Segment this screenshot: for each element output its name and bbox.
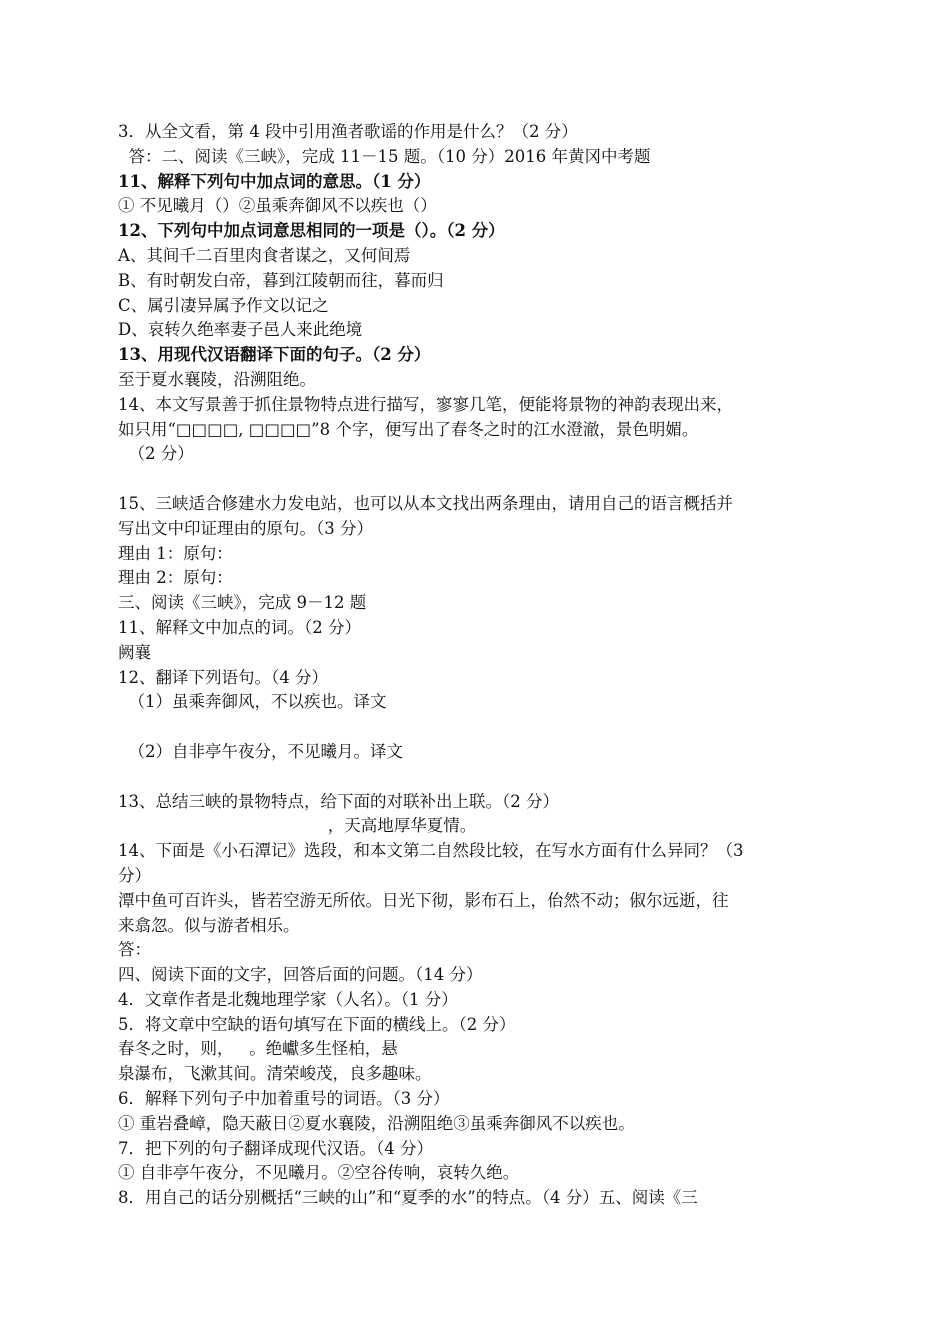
- couplet-line: ，天高地厚华夏情。: [118, 816, 477, 836]
- answer-line: 答：: [118, 940, 151, 960]
- text-line: 至于夏水襄陵，沿溯阻绝。: [118, 369, 316, 389]
- passage-line: 来翕忽。似与游者相乐。: [118, 915, 300, 935]
- question-line: 14、下面是《小石潭记》选段，和本文第二自然段比较，在写水方面有什么异同？（3: [118, 841, 744, 861]
- answer-line: 理由 2：原句：: [118, 568, 233, 588]
- question-line: 如只用“□□□□, □□□□”8 个字，便写出了春冬之时的江水澄澈，景色明媚。: [118, 419, 699, 439]
- blank-space: [118, 467, 833, 492]
- section-heading: 答：二、阅读《三峡》，完成 11－15 题。（10 分）2016 年黄冈中考题: [118, 146, 651, 166]
- question-line: 15、三峡适合修建水力发电站，也可以从本文找出两条理由，请用自己的语言概括并: [118, 493, 733, 513]
- document-page: [118, 120, 833, 1211]
- blank-space: [118, 765, 833, 790]
- question-line: 11、解释文中加点的词。（2 分）: [118, 617, 361, 637]
- question-line: 分）: [118, 865, 151, 885]
- question-line: 12、下列句中加点词意思相同的一项是（）。（2 分）: [118, 221, 505, 241]
- option-d: D、哀转久绝率妻子邑人来此绝境: [118, 320, 363, 340]
- passage-line: 潭中鱼可百许头，皆若空游无所依。日光下彻，影布石上，佁然不动；俶尔远逝，往: [118, 890, 729, 910]
- text-line: ① 重岩叠嶂，隐天蔽日②夏水襄陵，沿溯阻绝③虽乘奔御风不以疾也。: [118, 1113, 635, 1133]
- option-b: B、有时朝发白帝，暮到江陵朝而往，暮而归: [118, 270, 444, 290]
- sub-question-line: （2）自非亭午夜分，不见曦月。译文: [118, 741, 403, 761]
- section-heading: 三、阅读《三峡》，完成 9－12 题: [118, 593, 367, 613]
- text-line: 泉瀑布，飞漱其间。清荣峻茂，良多趣味。: [118, 1064, 432, 1084]
- question-line: 13、用现代汉语翻译下面的句子。（2 分）: [118, 345, 431, 365]
- question-line: 7．把下列的句子翻译成现代汉语。（4 分）: [118, 1138, 433, 1158]
- question-line: 8．用自己的话分别概括“三峡的山”和“夏季的水”的特点。（4 分）五、阅读《三: [118, 1188, 698, 1208]
- blank-space: [118, 715, 833, 740]
- answer-line: 理由 1：原句：: [118, 543, 233, 563]
- question-line: 13、总结三峡的景物特点，给下面的对联补出上联。（2 分）: [118, 791, 559, 811]
- option-c: C、属引凄异属予作文以记之: [118, 295, 329, 315]
- question-line: 12、翻译下列语句。（4 分）: [118, 667, 328, 687]
- score-line: （2 分）: [118, 444, 194, 464]
- question-line: 14、本文写景善于抓住景物特点进行描写，寥寥几笔，便能将景物的神韵表现出来，: [118, 394, 733, 414]
- section-heading: 四、阅读下面的文字，回答后面的问题。（14 分）: [118, 965, 483, 985]
- text-line: ① 自非亭午夜分，不见曦月。②空谷传响，哀转久绝。: [118, 1163, 520, 1183]
- sub-question-line: （1）虽乘奔御风，不以疾也。译文: [118, 692, 387, 712]
- question-line: 3．从全文看，第 4 段中引用渔者歌谣的作用是什么？（2 分）: [118, 122, 578, 141]
- text-line: 春冬之时，则， 。绝巘多生怪柏，悬: [118, 1039, 398, 1059]
- option-a: A、其间千二百里肉食者谋之，又何间焉: [118, 245, 411, 265]
- answer-line: ① 不见曦月（）②虽乘奔御风不以疾也（）: [118, 196, 437, 216]
- question-line: 写出文中印证理由的原句。（3 分）: [118, 518, 373, 538]
- question-line: 11、解释下列句中加点词的意思。（1 分）: [118, 171, 431, 191]
- text-line: 阙襄: [118, 642, 151, 662]
- question-line: 4．文章作者是北魏地理学家（人名）。（1 分）: [118, 989, 458, 1009]
- question-line: 6．解释下列句子中加着重号的词语。（3 分）: [118, 1089, 450, 1109]
- question-line: 5．将文章中空缺的语句填写在下面的横线上。（2 分）: [118, 1014, 516, 1034]
